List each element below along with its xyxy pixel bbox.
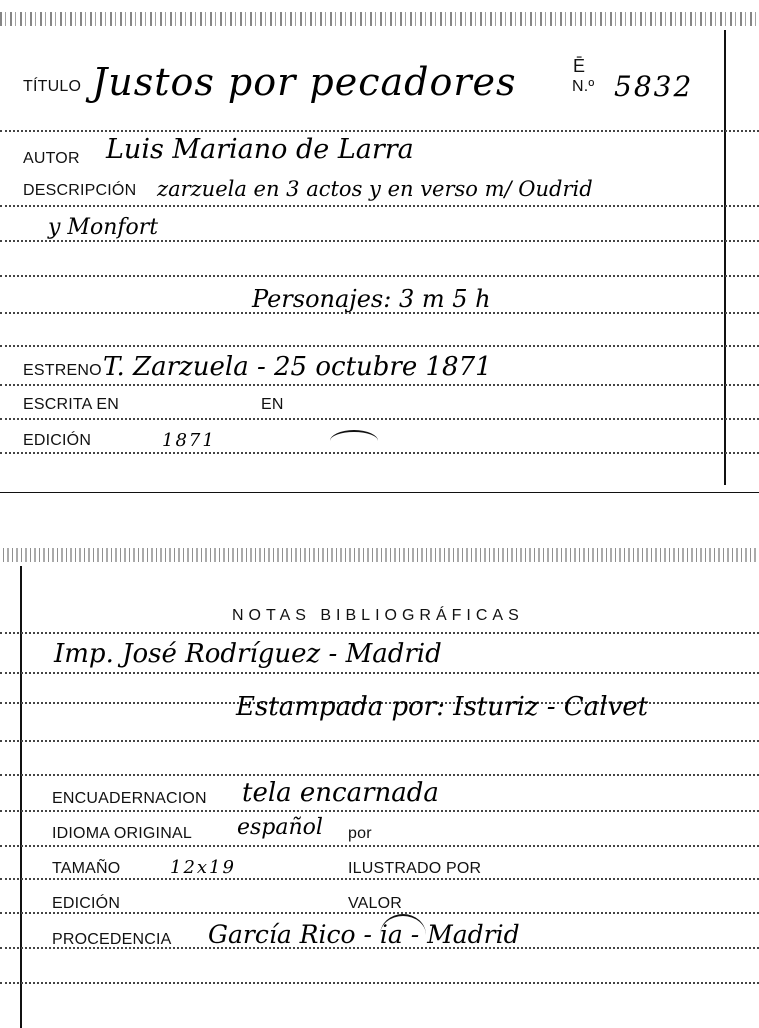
ink-mark [330,430,378,452]
card-top-edge [0,12,759,26]
titulo-label: TÍTULO [23,78,82,95]
valor-label: VALOR [348,895,403,912]
rule-line [0,982,759,984]
notas-heading: NOTAS BIBLIOGRÁFICAS [232,607,524,624]
rule-line [0,418,759,420]
tamano-label: TAMAÑO [52,860,121,877]
rule-line [0,345,759,347]
rule-line [0,672,759,674]
por-label: por [348,825,372,842]
edicion2-label: EDICIÓN [52,895,121,912]
rule-line [0,774,759,776]
encuadernacion-value: tela encarnada [242,778,439,808]
numero-label: N.º [572,78,595,95]
rule-line [0,275,759,277]
rule-line [0,384,759,386]
catalog-card-bottom [0,542,759,1028]
procedencia-value: García Rico - ia - Madrid [208,920,520,949]
tamano-value: 12x19 [170,857,236,878]
descripcion-label: DESCRIPCIÓN [23,182,137,199]
card-right-border [724,30,726,485]
edicion-label: EDICIÓN [23,432,92,449]
estreno-value: T. Zarzuela - 25 octubre 1871 [103,352,492,382]
rule-line [0,845,759,847]
encuadernacion-label: ENCUADERNACION [52,790,207,807]
rule-line [0,130,759,132]
nota-line2: Estampada por: Isturiz - Calvet [236,692,649,722]
titulo-value: Justos por pecadores [92,60,517,104]
escrita-en-label: ESCRITA EN [23,396,119,413]
rule-line [0,632,759,634]
descripcion-line1: zarzuela en 3 actos y en verso m/ Oudrid [157,177,593,201]
rule-line [0,452,759,454]
en-label: EN [261,396,284,413]
descripcion-line2: y Monfort [48,215,159,240]
ink-mark [380,914,426,956]
rule-line [0,810,759,812]
autor-value: Luis Mariano de Larra [106,134,414,165]
edicion-value: 1871 [162,430,216,451]
rule-line [0,878,759,880]
rule-line [0,205,759,207]
personajes-value: Personajes: 3 m 5 h [252,285,491,313]
procedencia-label: PROCEDENCIA [52,931,172,948]
card-top-edge [0,548,759,562]
numero-value: 5832 [614,70,694,103]
card-bottom-edge [0,492,759,493]
idioma-label: IDIOMA ORIGINAL [52,825,192,842]
card-left-border [20,566,22,1028]
nota-line1: Imp. José Rodríguez - Madrid [54,639,442,669]
numero-prefix: Ē [573,56,586,76]
rule-line [0,740,759,742]
catalog-card-top [0,0,759,495]
estreno-label: ESTRENO [23,362,102,379]
autor-label: AUTOR [23,150,80,167]
rule-line [0,240,759,242]
idioma-value: español [237,815,323,840]
ilustrado-label: ILUSTRADO POR [348,860,482,877]
